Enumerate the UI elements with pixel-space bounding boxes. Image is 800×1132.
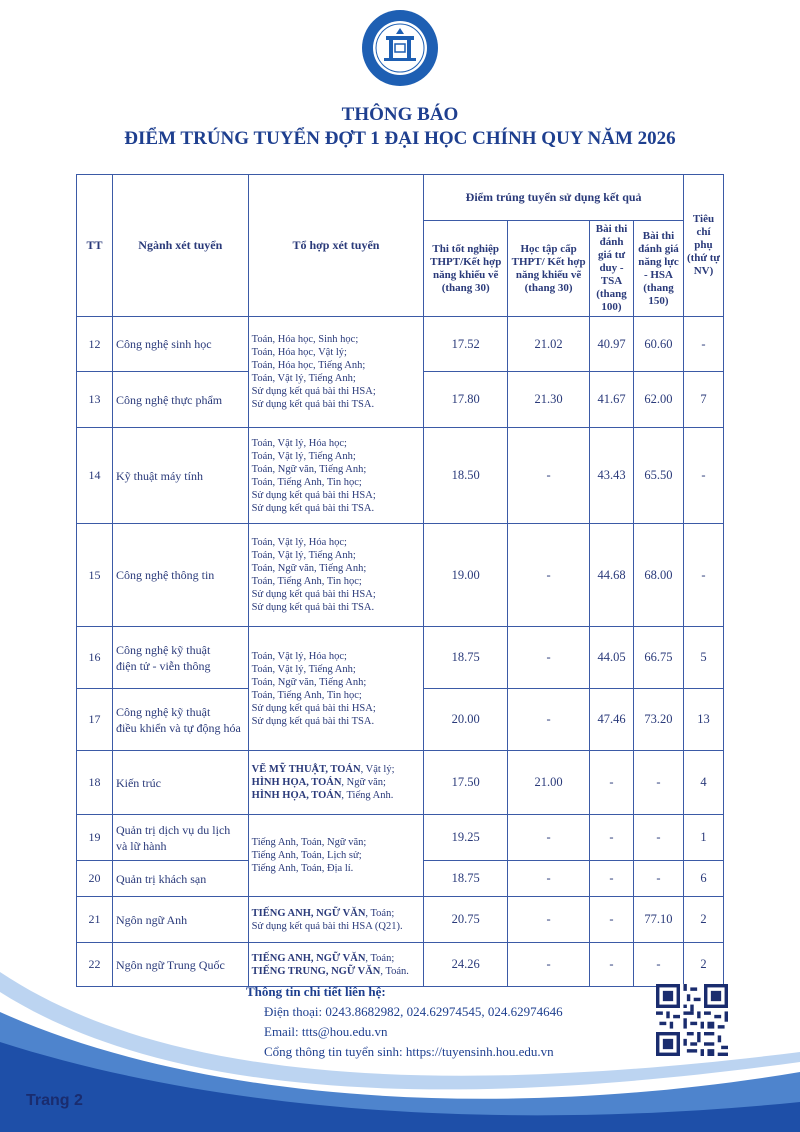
table-row: 22 Ngôn ngữ Trung Quốc TIẾNG ANH, NGỮ VĂN, Toán; TIẾNG TRUNG, NGỮ VĂN, Toán. 24.26 - - - 2 [77,943,724,987]
table-row: 19 Quản trị dịch vụ du lịch và lữ hành Tiếng Anh, Toán, Ngữ văn; Tiếng Anh, Toán, Lịch sử; Tiếng Anh, Toán, Địa lí. 19.25 - - - 1 [77,815,724,861]
combo-cell: VẼ MỸ THUẬT, TOÁN, Vật lý; HÌNH HỌA, TOÁN, Ngữ văn; HÌNH HỌA, TOÁN, Tiếng Anh. [248,751,424,815]
page-number: Trang 2 [26,1092,83,1109]
combo-cell: Toán, Vật lý, Hóa học; Toán, Vật lý, Tiếng Anh; Toán, Ngữ văn, Tiếng Anh; Toán, Tiếng Anh, Tin học; Sử dụng kết quả bài thi HSA; Sử dụng kết quả bài thi TSA. [248,428,424,524]
notice-title: THÔNG BÁO [341,104,459,125]
qr-code-icon [656,984,728,1056]
combo-cell: TIẾNG ANH, NGỮ VĂN, Toán; Sử dụng kết quả bài thi HSA (Q21). [248,897,424,943]
contact-heading: Thông tin chi tiết liên hệ: [246,984,386,999]
table-row: 14 Kỹ thuật máy tính Toán, Vật lý, Hóa học; Toán, Vật lý, Tiếng Anh; Toán, Ngữ văn, Tiếng Anh; Toán, Tiếng Anh, Tin học; Sử dụng kết quả bài thi HSA; Sử dụng kết quả bài thi TSA. 18.50 - 43.43 65.50 - [77,428,724,524]
table-row: 16 Công nghệ kỹ thuật điện tử - viễn thông Toán, Vật lý, Hóa học; Toán, Vật lý, Tiếng Anh; Toán, Ngữ văn, Tiếng Anh; Toán, Tiếng Anh, Tin học; Sử dụng kết quả bài thi HSA; Sử dụng kết quả bài thi TSA. 18.75 - 44.05 66.75 5 [77,627,724,689]
admission-score-table [76,174,724,987]
contact-phone: Điện thoại: 0243.8682982, 024.62974545, 024.62974646 [264,1004,563,1019]
contact-email[interactable]: Email: ttts@hou.edu.vn [264,1024,388,1039]
contact-info [246,982,563,1062]
header-combo: Tổ hợp xét tuyển [248,175,424,317]
header-thpt: Thi tốt nghiệp THPT/Kết hợp năng khiếu vẽ (thang 30) [424,221,508,317]
table-row: 20 Quản trị khách sạn 18.75 - - - 6 [77,861,724,897]
table-row: 12 Công nghệ sinh học Toán, Hóa học, Sinh học; Toán, Hóa học, Vật lý; Toán, Hóa học, Tiếng Anh; Toán, Vật lý, Tiếng Anh; Sử dụng kết quả bài thi HSA; Sử dụng kết quả bài thi TSA. 17.52 21.02 40.97 60.60 - [77,317,724,372]
contact-portal[interactable]: Cổng thông tin tuyển sinh: https://tuyensinh.hou.edu.vn [264,1044,554,1059]
header-score-group: Điểm trúng tuyển sử dụng kết quả [424,175,684,221]
table-row: 18 Kiến trúc VẼ MỸ THUẬT, TOÁN, Vật lý; HÌNH HỌA, TOÁN, Ngữ văn; HÌNH HỌA, TOÁN, Tiếng Anh. 17.50 21.00 - - 4 [77,751,724,815]
combo-cell: Toán, Hóa học, Sinh học; Toán, Hóa học, Vật lý; Toán, Hóa học, Tiếng Anh; Toán, Vật lý, Tiếng Anh; Sử dụng kết quả bài thi HSA; Sử dụng kết quả bài thi TSA. [248,317,424,428]
combo-cell: Toán, Vật lý, Hóa học; Toán, Vật lý, Tiếng Anh; Toán, Ngữ văn, Tiếng Anh; Toán, Tiếng Anh, Tin học; Sử dụng kết quả bài thi HSA; Sử dụng kết quả bài thi TSA. [248,524,424,627]
header-tsa: Bài thi đánh giá tư duy - TSA (thang 100) [590,221,634,317]
table-row: 13 Công nghệ thực phẩm 17.80 21.30 41.67 62.00 7 [77,372,724,428]
notice-subtitle: ĐIỂM TRÚNG TUYỂN ĐỢT 1 ĐẠI HỌC CHÍNH QUY NĂM 2026 [124,128,676,149]
table-row: 17 Công nghệ kỹ thuật điều khiển và tự động hóa 20.00 - 47.46 73.20 13 [77,689,724,751]
header-tt: TT [77,175,113,317]
header-major: Ngành xét tuyển [112,175,248,317]
header-tieuchi: Tiêu chí phụ (thứ tự NV) [683,175,723,317]
header-hsa: Bài thi đánh giá năng lực - HSA (thang 150) [634,221,684,317]
combo-cell: Tiếng Anh, Toán, Ngữ văn; Tiếng Anh, Toán, Lịch sử; Tiếng Anh, Toán, Địa lí. [248,815,424,897]
table-row: 15 Công nghệ thông tin Toán, Vật lý, Hóa học; Toán, Vật lý, Tiếng Anh; Toán, Ngữ văn, Tiếng Anh; Toán, Tiếng Anh, Tin học; Sử dụng kết quả bài thi HSA; Sử dụng kết quả bài thi TSA. 19.00 - 44.68 68.00 - [77,524,724,627]
university-logo [360,8,440,88]
table-row: 21 Ngôn ngữ Anh TIẾNG ANH, NGỮ VĂN, Toán; Sử dụng kết quả bài thi HSA (Q21). 20.75 - - 77.10 2 [77,897,724,943]
combo-cell: Toán, Vật lý, Hóa học; Toán, Vật lý, Tiếng Anh; Toán, Ngữ văn, Tiếng Anh; Toán, Tiếng Anh, Tin học; Sử dụng kết quả bài thi HSA; Sử dụng kết quả bài thi TSA. [248,627,424,751]
combo-cell: TIẾNG ANH, NGỮ VĂN, Toán; TIẾNG TRUNG, NGỮ VĂN, Toán. [248,943,424,987]
header-hoctap: Học tập cấp THPT/ Kết hợp năng khiếu vẽ (thang 30) [508,221,590,317]
